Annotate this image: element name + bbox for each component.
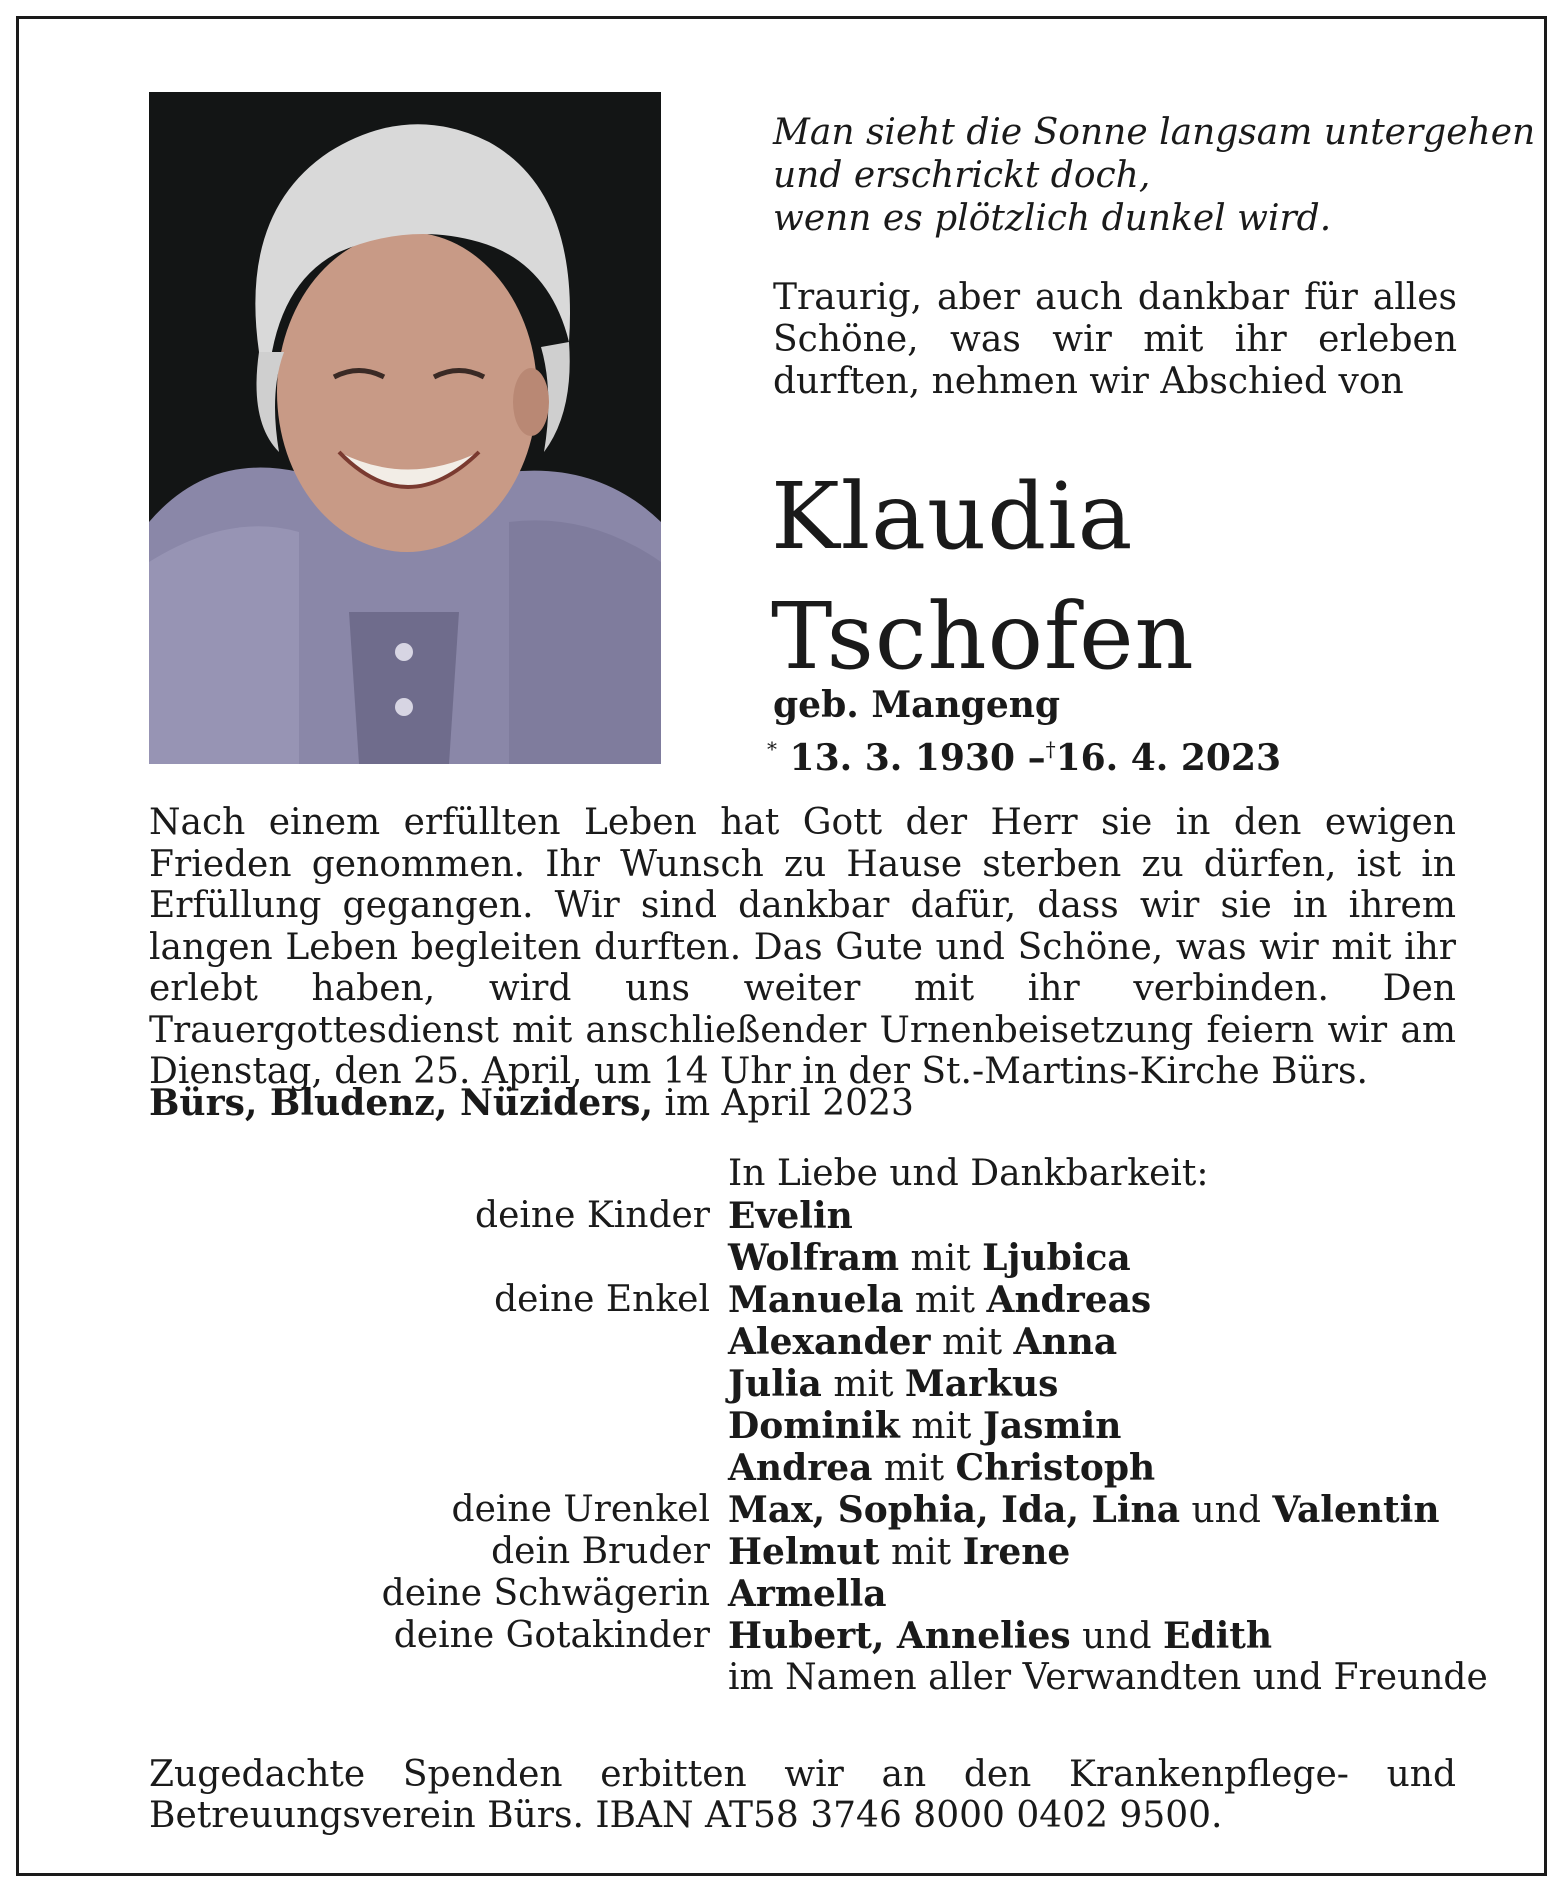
mourner-name: Ljubica [982, 1237, 1131, 1279]
mourner-relation: deine Enkel [494, 1279, 710, 1320]
mourner-row [19, 1321, 1544, 1363]
mourner-names [728, 1489, 1440, 1532]
mourner-connector: mit [930, 1322, 1014, 1363]
thanks-heading-row [19, 1153, 1544, 1195]
birth-date: 13. 3. 1930 [789, 737, 1016, 779]
mourners-list [19, 1153, 1544, 1699]
mourner-row [19, 1447, 1544, 1489]
first-name: Klaudia [771, 463, 1134, 570]
mourner-connector: mit [903, 1280, 987, 1321]
mourner-name: Dominik [728, 1405, 900, 1447]
mourner-connector: mit [899, 1238, 983, 1279]
mourner-name: Andrea [728, 1447, 873, 1489]
portrait-photo [149, 92, 661, 764]
mourner-names [728, 1363, 1058, 1406]
obituary-notice [16, 16, 1547, 1876]
mourner-names [728, 1321, 1117, 1364]
life-dates [767, 726, 1281, 781]
mourner-connector: mit [879, 1532, 963, 1573]
mourner-name: Max, Sophia, Ida, Lina [728, 1489, 1181, 1531]
mourner-relation: deine Urenkel [451, 1489, 710, 1530]
mourner-row [19, 1573, 1544, 1615]
poem-line: und erschrickt doch, [773, 155, 1151, 196]
date-dash: – [1027, 737, 1046, 779]
birth-symbol: * [767, 737, 777, 761]
mourner-name: Christoph [955, 1447, 1156, 1489]
mourner-relation: deine Kinder [475, 1195, 710, 1236]
mourner-row [19, 1363, 1544, 1405]
last-name: Tschofen [771, 583, 1195, 690]
mourner-row [19, 1489, 1544, 1531]
poem-line: Man sieht die Sonne langsam untergehen [773, 112, 1536, 153]
mourner-name: Jasmin [982, 1405, 1122, 1447]
mourner-names [728, 1195, 853, 1238]
mourner-names [728, 1405, 1121, 1448]
mourner-row [19, 1279, 1544, 1321]
mourner-name: Helmut [728, 1531, 880, 1573]
donation-note: Zugedachte Spenden erbitten wir an den Krankenpflege- und Betreuungsverein Bürs. IBAN AT58 3746 8000 0402 9500. [149, 1754, 1456, 1836]
mourner-names [728, 1531, 1070, 1574]
mourner-connector: und [1180, 1490, 1273, 1531]
mourner-name: Julia [728, 1363, 822, 1405]
poem-quote [773, 111, 1536, 240]
mourner-name: Irene [962, 1531, 1071, 1573]
mourner-connector: mit [899, 1406, 983, 1447]
mourner-names [728, 1447, 1155, 1490]
mourner-name: Valentin [1272, 1489, 1440, 1531]
intro-text: Traurig, aber auch dankbar für alles Schöne, was wir mit ihr erleben durften, nehmen wir Abschied von [773, 277, 1457, 402]
mourner-relation: dein Bruder [491, 1531, 710, 1572]
mourner-name: Evelin [728, 1195, 853, 1237]
notice-date: im April 2023 [664, 1083, 914, 1124]
mourner-name: Wolfram [728, 1237, 900, 1279]
mourner-name: Anna [1013, 1321, 1118, 1363]
mourner-names [728, 1237, 1131, 1280]
portrait-illustration [149, 92, 661, 764]
thanks-heading: In Liebe und Dankbarkeit: [728, 1153, 1209, 1194]
mourner-names [728, 1279, 1151, 1322]
place-and-date [149, 1082, 914, 1125]
death-date: 16. 4. 2023 [1055, 737, 1282, 779]
mourner-name: Manuela [728, 1279, 904, 1321]
mourner-connector: mit [872, 1448, 956, 1489]
mourner-row [19, 1657, 1544, 1699]
poem-line: wenn es plötzlich dunkel wird. [773, 198, 1332, 239]
obituary-body: Nach einem erfüllten Leben hat Gott der Herr sie in den ewigen Frieden genommen. Ihr Wunsch zu Hause sterben zu dürfen, ist in Erfüllung gegangen. Wir sind dankbar dafür, dass wir sie in ihrem langen Leben begleiten durften. Das Gute und Schöne, was wir mit ihr erlebt haben, wird uns weiter mit ihr verbinden. Den Trauergottesdienst mit anschließender Urnenbeisetzung feiern wir am Dienstag, den 25. April, um 14 Uhr in der St.-Martins-Kirche Bürs. [149, 802, 1456, 1092]
mourner-row [19, 1405, 1544, 1447]
mourner-names [728, 1615, 1272, 1658]
mourner-connector: und [1070, 1616, 1163, 1657]
maiden-name: geb. Mangeng [773, 684, 1061, 726]
death-symbol: † [1045, 737, 1056, 761]
mourner-relation: deine Schwägerin [381, 1573, 710, 1614]
towns: Bürs, Bludenz, Nüziders, [149, 1082, 653, 1124]
mourner-names [728, 1657, 1488, 1699]
mourner-connector: im Namen aller Verwandten und Freunde [728, 1657, 1488, 1698]
mourner-relation: deine Gotakinder [393, 1615, 710, 1656]
mourner-row [19, 1195, 1544, 1237]
mourner-names [728, 1573, 887, 1616]
mourner-row [19, 1615, 1544, 1657]
mourner-name: Hubert, Annelies [728, 1615, 1071, 1657]
mourner-row [19, 1531, 1544, 1573]
deceased-name [771, 457, 1195, 697]
mourner-connector: mit [821, 1364, 905, 1405]
mourner-row [19, 1237, 1544, 1279]
mourner-name: Edith [1162, 1615, 1273, 1657]
mourner-name: Andreas [986, 1279, 1152, 1321]
mourner-name: Armella [728, 1573, 887, 1615]
mourner-name: Markus [904, 1363, 1059, 1405]
mourner-name: Alexander [728, 1321, 931, 1363]
